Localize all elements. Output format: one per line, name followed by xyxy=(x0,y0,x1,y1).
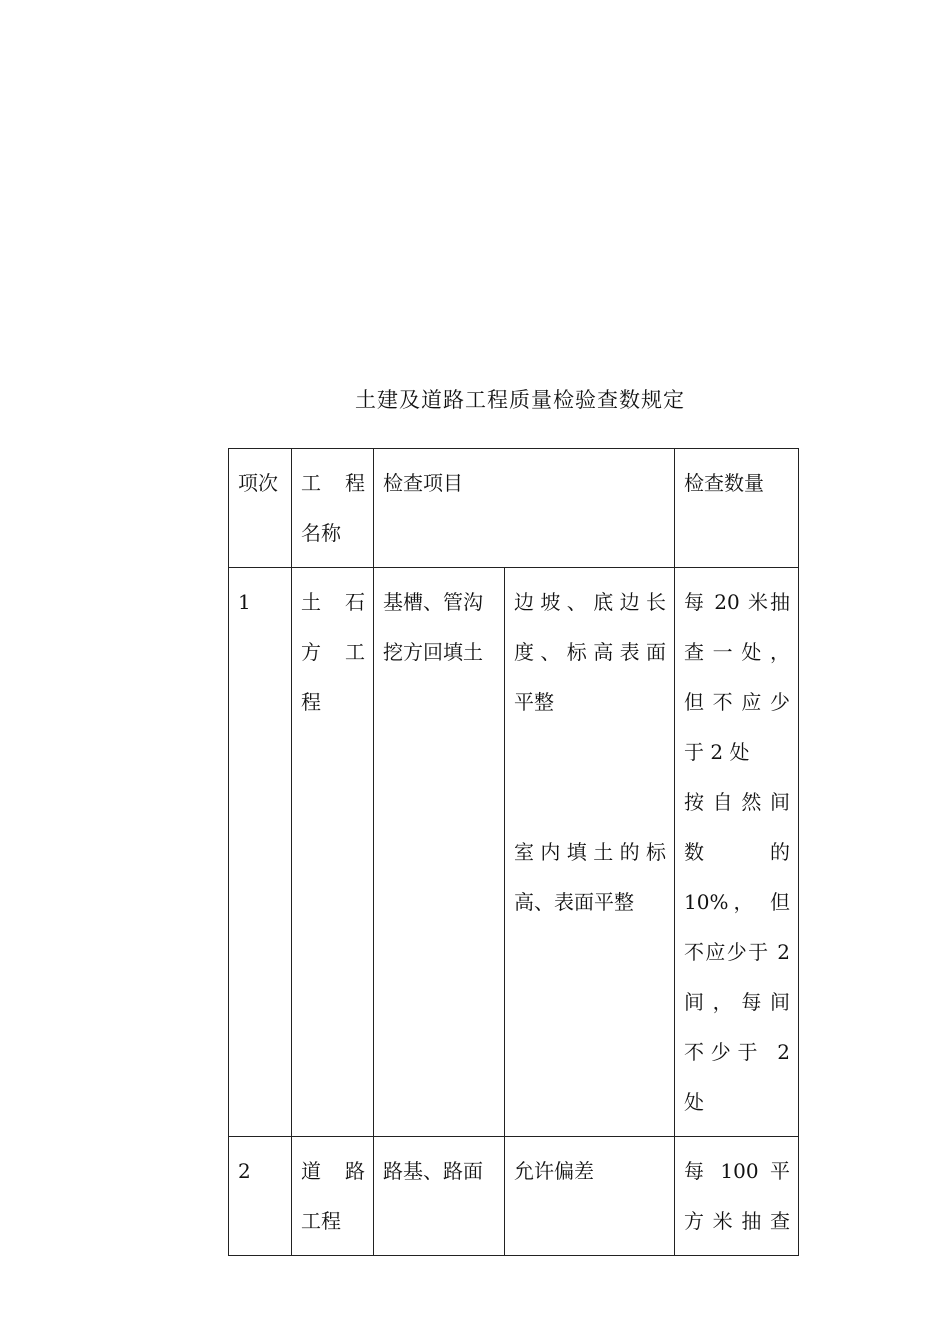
row-1-item-line-1: 基槽、管沟 xyxy=(383,590,483,614)
row-1-item-line-2: 挖方回填土 xyxy=(383,640,483,664)
row-2-check-quantity xyxy=(675,1137,799,1256)
header-project-name xyxy=(292,449,374,568)
row-2-check-item xyxy=(374,1137,505,1256)
row-1-sub-a-line-3: 平整 xyxy=(514,690,554,714)
row-1-qty-b-line-1: 按自然间 xyxy=(684,790,790,814)
row-1-qty-b-line-6: 不少于 2 xyxy=(684,1040,790,1064)
page-title: 土建及道路工程质量检验查数规定 xyxy=(355,388,685,412)
row-1-sub-spacer-1 xyxy=(514,727,666,777)
row-1-name-line-2: 方 工 xyxy=(301,640,365,664)
header-check-item: 检查项目 xyxy=(374,449,675,568)
table-row xyxy=(229,568,799,1137)
row-1-qty-b-line-7: 处 xyxy=(684,1090,704,1114)
row-2-project-name xyxy=(292,1137,374,1256)
row-1-qty-b-line-2: 数 的 xyxy=(684,840,790,864)
row-1-qty-a-line-2: 查一处， xyxy=(684,640,790,664)
row-1-sub-a-line-1: 边坡、底边长 xyxy=(514,590,666,614)
inspection-table xyxy=(228,448,799,1256)
row-1-qty-a-line-4: 于 2 处 xyxy=(684,740,750,764)
row-1-qty-b-line-4: 不应少于 2 xyxy=(684,940,790,964)
row-1-sub-a-line-2: 度、标高表面 xyxy=(514,640,666,664)
row-1-qty-b-line-3: 10%， 但 xyxy=(684,890,790,914)
row-1-name-line-1: 土 石 xyxy=(301,590,365,614)
row-2-no: 2 xyxy=(229,1137,292,1256)
row-2-qty-line-2: 方米抽查 xyxy=(684,1209,790,1233)
header-project-name-line-2: 名称 xyxy=(301,521,341,545)
row-2-sub-line-1: 允许偏差 xyxy=(514,1159,594,1183)
row-2-qty-line-1: 每 100 平 xyxy=(684,1159,790,1183)
row-2-name-line-1: 道 路 xyxy=(301,1159,365,1183)
row-1-project-name xyxy=(292,568,374,1137)
row-1-no: 1 xyxy=(229,568,292,1137)
row-1-check-quantity xyxy=(675,568,799,1137)
header-item-no: 项次 xyxy=(229,449,292,568)
row-1-sub-b-line-1: 室内填土的标 xyxy=(514,840,666,864)
row-1-name-line-3: 程 xyxy=(301,690,321,714)
row-1-qty-b-line-5: 间，每间 xyxy=(684,990,790,1014)
row-1-sub-spacer-2 xyxy=(514,777,666,827)
row-2-sub-item xyxy=(505,1137,675,1256)
row-1-sub-item xyxy=(505,568,675,1137)
table-row xyxy=(229,1137,799,1256)
header-check-quantity: 检查数量 xyxy=(675,449,799,568)
row-1-check-item xyxy=(374,568,505,1137)
row-1-qty-a-line-3: 但不应少 xyxy=(684,690,790,714)
header-project-name-line-1: 工 程 xyxy=(301,471,365,495)
table-header-row xyxy=(229,449,799,568)
row-1-qty-a-line-1: 每 20 米抽 xyxy=(684,590,790,614)
row-2-item-line-1: 路基、路面 xyxy=(383,1159,483,1183)
row-2-name-line-2: 工程 xyxy=(301,1209,341,1233)
row-1-sub-b-line-2: 高、表面平整 xyxy=(514,890,634,914)
